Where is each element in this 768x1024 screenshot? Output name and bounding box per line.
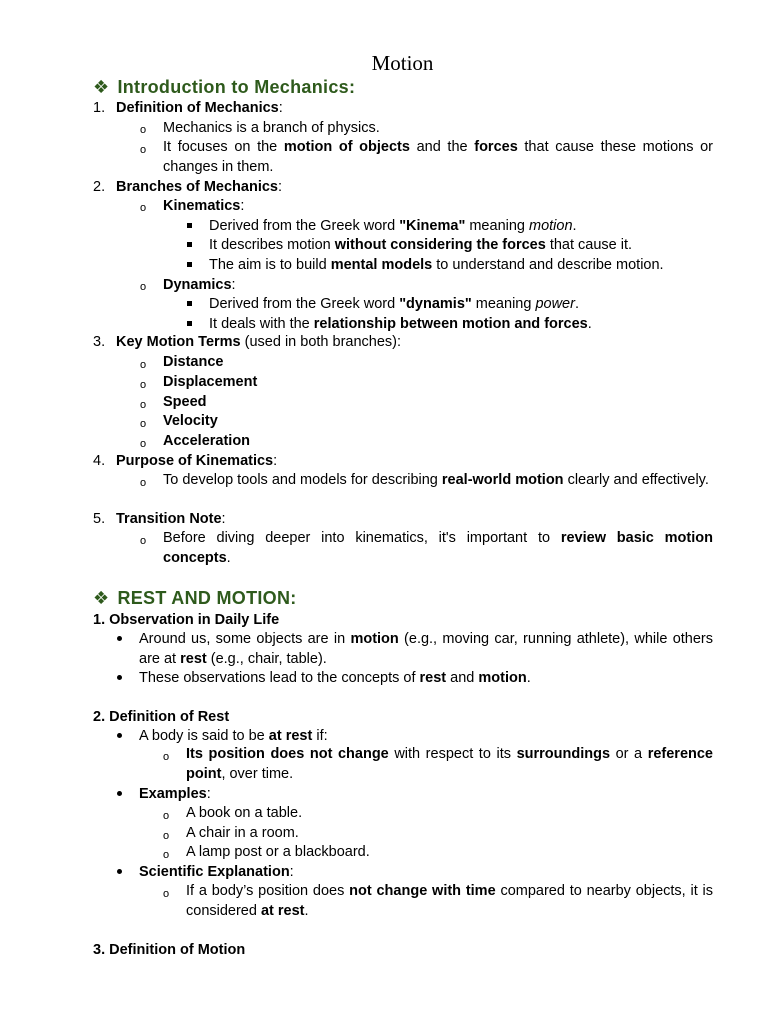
text: (e.g., chair, table). <box>206 650 327 667</box>
circle-bullet-icon: o <box>140 438 147 450</box>
list-item: Examples: <box>139 786 211 802</box>
item-label: Kinematics <box>163 198 241 214</box>
circle-bullet-icon: o <box>140 379 147 391</box>
list-number: 1. <box>93 100 106 116</box>
list-item <box>139 727 328 745</box>
term: Acceleration <box>163 433 251 449</box>
text: These observations lead to the concepts of <box>139 670 420 686</box>
list-item <box>116 333 401 351</box>
list-item <box>163 471 713 491</box>
circle-bullet-icon: o <box>140 535 147 547</box>
list-item: Kinematics: <box>163 198 245 214</box>
text: to understand and describe motion. <box>432 257 664 273</box>
list-number: 5. <box>93 511 106 527</box>
section-heading-rest-motion <box>93 587 297 609</box>
item-label: Dynamics <box>163 277 232 293</box>
text: It focuses on the <box>163 139 284 155</box>
dot-bullet-icon <box>117 869 122 874</box>
text: and <box>446 670 479 686</box>
list-number: 4. <box>93 453 106 469</box>
text-bold: rest <box>180 650 207 667</box>
circle-bullet-icon: o <box>140 144 147 156</box>
item-label: Examples <box>139 786 207 802</box>
list-item: These observations lead to the concepts of rest and motion. <box>139 670 531 686</box>
circle-bullet-icon: o <box>163 810 170 822</box>
text: if: <box>312 728 328 744</box>
circle-bullet-icon: o <box>163 849 170 861</box>
list-item: Branches of Mechanics: <box>116 179 283 195</box>
subheading-text: 3. Definition of Motion <box>93 942 246 958</box>
circle-bullet-icon: o <box>163 830 170 842</box>
list-item: It deals with the relationship between motion and forces. <box>209 316 592 332</box>
text-italic: power <box>535 296 575 312</box>
text: that cause these motions or changes in them. <box>163 139 713 175</box>
dot-bullet-icon <box>117 675 122 680</box>
text: that cause it. <box>545 237 633 253</box>
text: meaning <box>465 218 530 234</box>
term: Speed <box>163 394 207 410</box>
text: To develop tools and models for describing <box>163 472 442 488</box>
text: Derived from the Greek word <box>209 218 400 234</box>
list-item <box>209 236 632 254</box>
list-item <box>163 432 250 450</box>
circle-bullet-icon: o <box>140 418 147 430</box>
list-item <box>139 630 713 669</box>
text-bold: relationship between motion and forces <box>313 316 588 332</box>
text: Derived from the Greek word <box>209 296 400 312</box>
subheading-text: 2. Definition of Rest <box>93 709 230 725</box>
list-item: A book on a table. <box>186 805 303 821</box>
list-item: A lamp post or a blackboard. <box>186 844 370 860</box>
subheading <box>93 708 229 726</box>
item-label: Purpose of Kinematics <box>116 453 274 469</box>
text-bold: without considering the forces <box>334 237 546 253</box>
list-item: Mechanics is a branch of physics. <box>163 120 380 136</box>
text: and the <box>409 139 475 155</box>
text: clearly and effectively. <box>563 472 709 488</box>
text: (e.g., moving car, running athlete), while others are at <box>139 631 713 667</box>
text-bold: forces <box>474 139 518 155</box>
text-bold: Its position does not change <box>186 746 389 762</box>
term: Displacement <box>163 374 258 390</box>
list-item: A chair in a room. <box>186 825 299 841</box>
list-number: 2. <box>93 179 106 195</box>
text-bold: surroundings <box>516 746 611 762</box>
text-bold: not change with time <box>349 883 496 899</box>
text: A body is said to be <box>139 728 269 744</box>
text: The aim is to build <box>209 257 331 273</box>
list-item: Scientific Explanation: <box>139 864 294 880</box>
list-item: Purpose of Kinematics: <box>116 453 278 469</box>
text-bold: mental models <box>330 257 433 273</box>
list-item <box>163 373 257 391</box>
list-item <box>163 138 713 177</box>
text: meaning <box>471 296 536 312</box>
circle-bullet-icon: o <box>140 477 147 489</box>
text-bold: motion <box>478 670 527 686</box>
circle-bullet-icon: o <box>140 202 147 214</box>
square-bullet-icon <box>187 242 192 247</box>
text: , over time. <box>221 765 294 782</box>
list-item <box>163 353 223 371</box>
square-bullet-icon <box>187 301 192 306</box>
section-heading-text: REST AND MOTION: <box>117 588 297 608</box>
text: or a <box>610 746 648 762</box>
text: It describes motion <box>209 237 335 253</box>
list-item: Derived from the Greek word "Kinema" meaning motion. <box>209 218 577 234</box>
section-heading-text: Introduction to Mechanics: <box>117 77 356 97</box>
text-bold: "Kinema" <box>399 218 466 234</box>
circle-bullet-icon: o <box>163 888 170 900</box>
list-item: Derived from the Greek word "dynamis" meaning power. <box>209 296 579 312</box>
circle-bullet-icon: o <box>140 399 147 411</box>
subheading-text: 1. Observation in Daily Life <box>93 612 280 628</box>
text-bold: at rest <box>260 902 305 919</box>
circle-bullet-icon: o <box>140 124 147 136</box>
list-item: Definition of Mechanics: <box>116 100 283 116</box>
text-bold: real-world motion <box>441 472 564 488</box>
list-item: If a body’s position does not change with time compared to nearby objects, it is considered at rest. <box>186 883 714 919</box>
text-bold: motion <box>350 631 399 647</box>
circle-bullet-icon: o <box>163 751 170 763</box>
text: (used in both branches): <box>240 334 402 350</box>
list-item <box>163 393 207 411</box>
text-italic: motion <box>529 218 573 234</box>
list-item <box>163 412 218 430</box>
list-item <box>209 256 664 274</box>
text-bold: "dynamis" <box>399 296 472 312</box>
text: compared to nearby objects, it is considered <box>186 883 714 919</box>
text: Before diving deeper into kinematics, it's important to <box>163 530 561 546</box>
square-bullet-icon <box>187 321 192 326</box>
text: Around us, some objects are in <box>139 631 351 647</box>
list-number: 3. <box>93 334 106 350</box>
page-title: Motion <box>371 51 434 75</box>
dot-bullet-icon <box>117 791 122 796</box>
item-label: Scientific Explanation <box>139 864 290 880</box>
text: with respect to its <box>388 746 517 762</box>
list-item <box>186 745 713 784</box>
dot-bullet-icon <box>117 636 122 641</box>
text-bold: review basic motion concepts <box>163 530 713 566</box>
square-bullet-icon <box>187 262 192 267</box>
text-bold: reference point <box>186 746 713 782</box>
item-label: Key Motion Terms <box>116 334 241 350</box>
dot-bullet-icon <box>117 733 122 738</box>
subheading <box>93 941 245 959</box>
circle-bullet-icon: o <box>140 359 147 371</box>
text-bold: at rest <box>268 728 313 744</box>
diamond-bullet-icon: ❖ <box>93 588 110 608</box>
item-label: Branches of Mechanics <box>116 179 278 195</box>
term: Distance <box>163 354 224 370</box>
diamond-bullet-icon: ❖ <box>93 77 110 97</box>
text-bold: rest <box>419 670 447 686</box>
circle-bullet-icon: o <box>140 281 147 293</box>
list-item: Dynamics: <box>163 277 236 293</box>
term: Velocity <box>163 413 218 429</box>
subheading <box>93 611 279 629</box>
square-bullet-icon <box>187 223 192 228</box>
item-label: Definition of Mechanics <box>116 100 279 116</box>
list-item: Before diving deeper into kinematics, it's important to review basic motion concepts. <box>163 530 713 566</box>
item-label: Transition Note <box>116 511 222 527</box>
section-heading-intro <box>93 76 355 98</box>
text: If a body’s position does <box>186 883 350 899</box>
text-bold: motion of objects <box>283 139 410 155</box>
list-item: Transition Note: <box>116 511 226 527</box>
text: It deals with the <box>209 316 314 332</box>
